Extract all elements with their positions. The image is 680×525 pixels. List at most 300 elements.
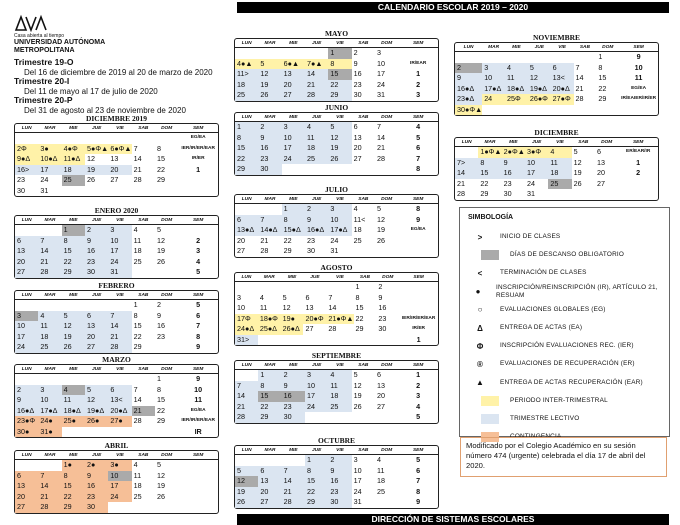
day-cell: 30 [85, 267, 108, 278]
day-cell: 31 [40, 185, 49, 195]
legend-symbol: Δ [477, 323, 483, 333]
day-cell: 2 [455, 63, 482, 74]
day-cell [375, 412, 398, 423]
day-cell: 6 [235, 215, 258, 226]
day-cell: 16●Δ [305, 225, 328, 236]
day-cell [352, 412, 375, 423]
day-cell: 26 [87, 175, 95, 184]
day-cell: 28 [282, 497, 305, 508]
day-cell: 17●Δ [482, 84, 505, 95]
day-cell: 5 [377, 204, 381, 213]
weekday-header: DOM [375, 361, 398, 370]
day-cell: 13●Δ [235, 225, 258, 236]
day-cell [326, 335, 353, 346]
day-cell: 25 [305, 154, 328, 165]
day-cell: 25●Δ [258, 324, 281, 335]
day-cell [482, 52, 505, 63]
day-cell [375, 246, 398, 257]
week-number-cell: 5 [416, 132, 421, 142]
day-cell: 18●Δ [62, 406, 85, 417]
month-calendar [454, 128, 659, 201]
day-cell [155, 427, 178, 438]
day-cell [328, 164, 351, 175]
weekday-header: MAR [258, 39, 281, 48]
day-cell: 29 [328, 90, 351, 101]
weekday-header: SAB [352, 113, 375, 122]
weekday-header: LUN [15, 365, 38, 374]
day-cell: 5 [85, 385, 108, 396]
day-cell: 2 [305, 204, 328, 215]
day-cell: 3 [282, 122, 305, 133]
day-cell: 19 [377, 225, 385, 234]
day-cell: 22 [305, 487, 328, 498]
day-cell: 30 [328, 497, 351, 508]
month-title: JUNIO [324, 103, 349, 112]
week-number-cell: IR/ER [191, 156, 205, 161]
day-cell: 26 [258, 90, 281, 101]
day-cell: 9 [157, 310, 161, 320]
legend-swatch [481, 414, 499, 424]
month-calendar [14, 355, 219, 438]
weekday-header: SAB [354, 273, 377, 282]
week-number-cell: 1 [416, 334, 421, 344]
day-cell: 8 [62, 236, 85, 247]
day-cell: 5●Φ▲ [87, 143, 109, 153]
day-cell: 8 [478, 158, 501, 169]
day-cell [85, 186, 108, 197]
day-cell: 27 [110, 175, 119, 184]
day-cell: 7 [38, 471, 61, 482]
month-title: ABRIL [104, 441, 129, 450]
day-cell: 5 [328, 122, 351, 133]
day-cell: 29 [62, 267, 85, 278]
legend-symbol: < [477, 268, 483, 278]
header-title: CALENDARIO ESCOLAR 2019 – 2020 [237, 2, 669, 13]
week-number-cell: EG/EA [190, 407, 206, 413]
day-cell [596, 105, 619, 116]
weekday-header: MAR [482, 43, 505, 52]
day-cell: 26●Δ [281, 324, 304, 335]
month-calendar [14, 114, 219, 197]
weekday-header: LUN [235, 273, 258, 282]
weekday-header: DOM [376, 273, 399, 282]
day-cell: 21 [38, 257, 61, 268]
legend-label: EVALUACIONES DE RECUPERACIÓN (ER) [500, 360, 635, 368]
day-cell [595, 189, 618, 200]
legend-symbol: > [477, 232, 483, 242]
weekday-header: SAB [132, 216, 155, 225]
day-cell: 12 [573, 157, 582, 167]
day-cell: 12 [62, 321, 85, 332]
day-cell: 11 [505, 73, 528, 84]
weekday-header: DOM [596, 43, 619, 52]
day-cell [62, 186, 85, 197]
month-grid [14, 123, 219, 197]
day-cell: 2 [328, 455, 351, 466]
day-cell: 14 [133, 154, 142, 163]
day-cell: 14 [305, 69, 328, 80]
day-cell: 27 [258, 497, 281, 508]
day-cell: 27●Φ [551, 94, 574, 105]
day-cell: 29 [62, 502, 85, 513]
weekday-header: JUE [305, 446, 328, 455]
day-cell [258, 455, 281, 466]
day-cell: 11●Δ [62, 154, 85, 165]
day-cell: 17 [377, 69, 385, 78]
weekday-header: SEM [178, 216, 218, 225]
day-cell [281, 282, 304, 293]
day-cell: 10 [108, 471, 131, 482]
weekday-header: MIE [62, 216, 85, 225]
day-cell: 6 [85, 311, 108, 322]
day-cell: 25 [235, 90, 258, 101]
week-number-cell [178, 186, 218, 197]
day-cell: 5 [235, 466, 258, 477]
day-cell: 21 [377, 143, 385, 152]
day-cell: 18●Φ [258, 314, 281, 325]
day-cell: 28 [133, 175, 142, 184]
day-cell: 3● [108, 460, 131, 471]
week-number-cell: 2 [416, 79, 421, 89]
legend-item [460, 410, 669, 428]
day-cell: 2● [85, 460, 108, 471]
day-cell: 16 [353, 69, 362, 78]
day-cell: 17 [38, 165, 61, 176]
week-number-cell: IR/EAIER/IR/ER [621, 96, 657, 101]
weekday-header: LUN [455, 43, 482, 52]
day-cell: 18 [133, 481, 142, 490]
day-cell: 13 [15, 481, 38, 492]
day-cell: 7●▲ [305, 59, 328, 70]
day-cell: 10●Δ [38, 154, 61, 165]
week-number-cell: 10 [634, 62, 643, 72]
week-number-cell: 9 [196, 342, 201, 351]
day-cell: 20 [258, 487, 281, 498]
day-cell: 21 [38, 492, 61, 503]
day-cell: 15 [355, 303, 364, 312]
day-cell: 6 [15, 236, 38, 247]
day-cell: 24● [38, 416, 61, 427]
day-cell: 19 [235, 487, 258, 498]
day-cell [132, 133, 155, 144]
legend-symbol: ® [477, 359, 483, 369]
day-cell: 24 [305, 402, 328, 413]
week-number-cell: 5 [416, 455, 421, 464]
day-cell: 29 [598, 94, 607, 103]
day-cell: 9 [455, 73, 482, 84]
day-cell: 1 [305, 455, 328, 466]
day-cell: 7> [455, 158, 478, 169]
day-cell: 12 [87, 154, 95, 163]
day-cell [303, 282, 326, 293]
legend-symbol: ○ [477, 305, 483, 315]
day-cell: 10 [525, 158, 548, 169]
day-cell: 7 [108, 311, 131, 322]
day-cell: 4 [133, 225, 138, 234]
day-cell: 7 [133, 384, 138, 394]
day-cell: 22 [62, 492, 85, 503]
weekday-header: MAR [258, 113, 281, 122]
day-cell: 20 [282, 80, 305, 91]
day-cell: 20 [108, 165, 131, 176]
day-cell: 9 [85, 236, 108, 247]
day-cell: 20 [15, 257, 38, 268]
weekday-header: VIE [328, 113, 351, 122]
day-cell: 16 [258, 143, 281, 154]
day-cell [235, 204, 258, 215]
month-grid [234, 38, 439, 102]
day-cell [354, 335, 377, 346]
day-cell: 2 [85, 225, 108, 236]
weekday-header: MAR [38, 216, 61, 225]
day-cell: 5 [157, 460, 161, 469]
day-cell: 28 [108, 342, 131, 353]
weekday-header: SAB [352, 446, 375, 455]
weekday-header: SAB [132, 365, 155, 374]
day-cell: 13 [110, 154, 119, 163]
day-cell: 16 [502, 168, 525, 179]
week-number-cell: 2 [416, 380, 421, 390]
legend-label: INICIO DE CLASES [500, 233, 561, 241]
day-cell: 18 [133, 246, 142, 255]
weekday-header: VIE [328, 195, 351, 204]
day-cell: 3 [482, 63, 505, 74]
legend-item [460, 283, 669, 301]
day-cell: 27 [597, 178, 605, 188]
week-number-cell: 7 [416, 476, 421, 485]
day-cell: 14 [377, 132, 385, 142]
week-number-cell: EG/EA [631, 85, 647, 91]
day-cell [235, 282, 258, 293]
day-cell: 22 [598, 83, 607, 93]
day-cell: 19 [573, 168, 582, 177]
week-number-cell [399, 303, 438, 314]
day-cell: 26 [62, 342, 85, 353]
day-cell: 1 [282, 204, 305, 215]
day-cell: 7 [258, 215, 281, 226]
day-cell: 21 [235, 402, 258, 413]
week-number-cell: 4 [416, 401, 421, 411]
day-cell: 24 [527, 178, 535, 188]
day-cell: 4 [62, 385, 85, 396]
day-cell: 19 [85, 165, 108, 176]
day-cell [155, 502, 178, 513]
weekday-header: LUN [15, 291, 38, 300]
week-number-cell [399, 282, 438, 293]
day-cell: 29 [258, 412, 281, 423]
logo-university: UNIVERSIDAD AUTÓNOMA METROPOLITANA [14, 39, 105, 54]
day-cell: 13 [85, 321, 108, 332]
day-cell: 30 [17, 185, 25, 195]
week-number-cell: 1 [196, 164, 201, 174]
day-cell: 24 [282, 154, 305, 165]
day-cell: 19 [157, 246, 165, 255]
day-cell [155, 342, 178, 353]
day-cell: 28 [38, 267, 61, 278]
day-cell: 17 [15, 332, 38, 343]
day-cell [352, 246, 375, 257]
day-cell: 5 [62, 311, 85, 322]
day-cell: 26 [353, 401, 362, 411]
weekday-header: SEM [178, 365, 218, 374]
day-cell: 11 [259, 303, 268, 312]
weekday-header: MIE [62, 291, 85, 300]
day-cell [528, 52, 551, 63]
day-cell: 11 [377, 465, 385, 475]
week-number-cell: 8 [416, 486, 421, 496]
day-cell: 25 [377, 486, 385, 496]
day-cell: 12 [258, 69, 281, 80]
day-cell: 16> [15, 165, 38, 176]
day-cell: 10 [305, 381, 328, 392]
day-cell: 27 [15, 267, 38, 278]
legend-label: ENTREGA DE ACTAS RECUPERACIÓN (EAR) [500, 378, 643, 386]
weekday-header: MAR [258, 361, 281, 370]
weekday-header: LUN [235, 446, 258, 455]
day-cell: 16 [85, 481, 108, 492]
day-cell [326, 282, 353, 293]
legend-label: ENTREGA DE ACTAS (EA) [500, 324, 583, 332]
week-number-cell [618, 179, 658, 190]
day-cell [85, 133, 108, 144]
day-cell [455, 52, 482, 63]
day-cell [258, 204, 281, 215]
day-cell: 11 [133, 235, 142, 245]
day-cell [38, 225, 61, 236]
weekday-header: VIE [108, 124, 131, 133]
weekday-header: JUE [305, 39, 328, 48]
day-cell [551, 52, 574, 63]
day-cell: 11 [548, 158, 571, 169]
day-cell: 9 [85, 471, 108, 482]
day-cell [132, 374, 155, 385]
day-cell: 24 [482, 94, 505, 105]
day-cell [155, 133, 178, 144]
day-cell [108, 374, 131, 385]
day-cell: 9 [258, 133, 281, 144]
month-calendar [234, 103, 439, 176]
day-cell: 30 [85, 502, 108, 513]
day-cell: 21 [132, 406, 155, 417]
weekday-header: VIE [108, 291, 131, 300]
day-cell [108, 427, 131, 438]
month-title: AGOSTO [320, 263, 353, 272]
day-cell: 24 [108, 492, 131, 503]
day-cell: 8 [258, 381, 281, 392]
weekday-header: MIE [282, 39, 305, 48]
modification-note: Modificado por el Colegio Académico en su sesión número 474 (urgente) celebrada el día 17 de abril del 2020. [460, 437, 667, 477]
month-calendar [234, 29, 439, 102]
weekday-header: JUE [525, 138, 548, 147]
legend-symbol: ● [475, 287, 481, 297]
day-cell: 17 [353, 476, 362, 485]
day-cell: 13 [258, 476, 281, 487]
day-cell: 11 [133, 470, 142, 480]
day-cell: 31 [108, 267, 131, 278]
day-cell: 20 [597, 168, 605, 177]
day-cell: 15 [157, 154, 165, 163]
day-cell: 18 [377, 476, 385, 485]
day-cell: 13 [305, 303, 314, 312]
day-cell: 13 [353, 132, 362, 142]
weekday-header: MAR [258, 195, 281, 204]
day-cell: 28 [328, 324, 337, 333]
day-cell: 10 [353, 465, 362, 475]
weekday-header: VIE [548, 138, 571, 147]
week-number-cell: 6 [416, 143, 421, 152]
weekday-header: LUN [15, 216, 38, 225]
weekday-header: JUE [85, 216, 108, 225]
day-cell: 6 [597, 147, 601, 156]
day-cell: 22 [235, 154, 258, 165]
day-cell [282, 164, 305, 175]
week-number-cell: 4 [196, 256, 201, 266]
day-cell [132, 186, 155, 197]
legend-label: TERMINACIÓN DE CLASES [500, 269, 587, 277]
weekday-header: SEM [619, 43, 658, 52]
legend-box [459, 207, 670, 441]
legend-label: EVALUACIONES GLOBALES (EG) [500, 305, 606, 313]
day-cell: 31● [38, 427, 61, 438]
week-number-cell: 6 [196, 310, 201, 320]
day-cell: 27 [85, 342, 108, 353]
day-cell: 19 [258, 80, 281, 91]
day-cell: 20 [15, 492, 38, 503]
weekday-header: MIE [282, 361, 305, 370]
day-cell: 19 [353, 391, 362, 400]
day-cell: 22 [157, 164, 165, 174]
day-cell: 4 [38, 311, 61, 322]
weekday-header: SAB [572, 138, 595, 147]
day-cell: 7 [282, 466, 305, 477]
month-title: DICIEMBRE 2019 [85, 114, 148, 123]
day-cell: 15 [133, 321, 142, 330]
day-cell: 1 [235, 122, 258, 133]
legend-item [460, 228, 669, 246]
day-cell [551, 105, 574, 116]
weekday-header: LUN [235, 195, 258, 204]
day-cell: 20 [237, 235, 245, 245]
week-number-cell: 2 [196, 235, 201, 245]
legend-item [460, 355, 669, 373]
week-number-cell: 11 [634, 73, 643, 82]
day-cell: 30 [378, 324, 387, 333]
day-cell: 20●Δ [108, 406, 131, 417]
weekday-header: LUN [235, 361, 258, 370]
day-cell: 28 [38, 502, 61, 513]
day-cell [281, 335, 304, 346]
day-cell: 20 [85, 332, 108, 343]
day-cell: 22 [157, 405, 165, 415]
month-title: MARZO [102, 355, 131, 364]
weekday-header: MIE [62, 124, 85, 133]
week-number-cell [178, 502, 218, 513]
week-number-cell: 8 [416, 204, 421, 213]
uam-logo [14, 14, 124, 55]
day-cell [62, 133, 85, 144]
weekday-header: SAB [132, 124, 155, 133]
day-cell: 26 [235, 497, 258, 508]
week-number-cell: 3 [416, 90, 421, 99]
week-number-cell: IER/IR/ER/EAR [401, 315, 436, 321]
week-number-cell: EG/EA [190, 135, 206, 140]
day-cell: 2●Φ▲ [503, 147, 525, 156]
week-number-cell: 5 [416, 412, 421, 421]
day-cell [305, 412, 328, 423]
week-number-cell: 3 [416, 391, 421, 400]
day-cell [505, 52, 528, 63]
weekday-header: JUE [85, 451, 108, 460]
